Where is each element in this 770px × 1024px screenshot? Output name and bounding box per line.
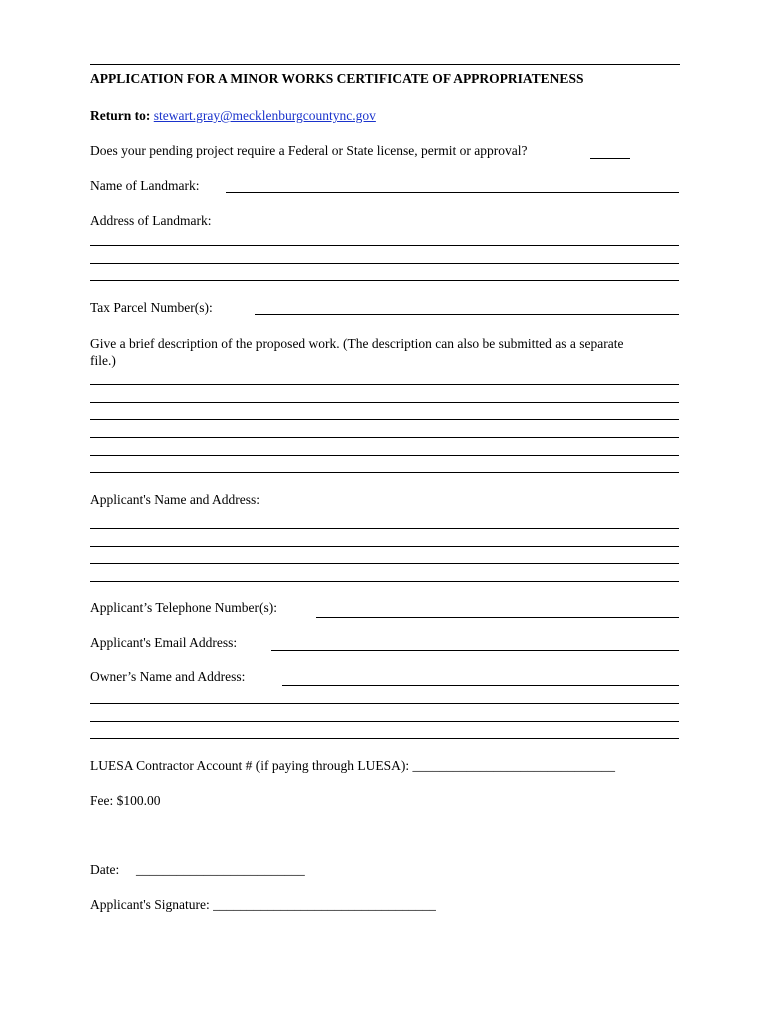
applicant-email-label: Applicant's Email Address: bbox=[90, 635, 238, 650]
applicant-address-line-4[interactable] bbox=[90, 581, 679, 582]
applicant-name-label: Applicant's Name and Address: bbox=[90, 492, 261, 507]
tax-parcel-label: Tax Parcel Number(s): bbox=[90, 300, 213, 315]
fee-label: Fee: $100.00 bbox=[90, 793, 161, 808]
applicant-phone-label: Applicant’s Telephone Number(s): bbox=[90, 600, 278, 615]
description-line-4[interactable] bbox=[90, 437, 679, 438]
owner-address-line-3[interactable] bbox=[90, 738, 679, 739]
applicant-address-line-1[interactable] bbox=[90, 528, 679, 529]
applicant-phone-field[interactable] bbox=[316, 617, 679, 618]
description-line-2[interactable] bbox=[90, 402, 679, 403]
landmark-address-label: Address of Landmark: bbox=[90, 213, 212, 228]
return-label: Return to: bbox=[90, 108, 151, 123]
top-rule bbox=[90, 64, 680, 65]
tax-parcel-field[interactable] bbox=[255, 314, 679, 315]
applicant-address-line-3[interactable] bbox=[90, 563, 679, 564]
owner-label: Owner’s Name and Address: bbox=[90, 669, 246, 684]
luesa-account-field[interactable]: LUESA Contractor Account # (if paying through LUESA): ______________________________ bbox=[90, 758, 615, 773]
landmark-address-line-3[interactable] bbox=[90, 280, 679, 281]
landmark-address-line-1[interactable] bbox=[90, 245, 679, 246]
landmark-name-label: Name of Landmark: bbox=[90, 178, 200, 193]
date-label: Date: bbox=[90, 862, 120, 877]
description-line-5[interactable] bbox=[90, 455, 679, 456]
form-title: APPLICATION FOR A MINOR WORKS CERTIFICATE OF APPROPRIATENESS bbox=[90, 71, 584, 86]
landmark-name-field[interactable] bbox=[226, 192, 679, 193]
return-to bbox=[90, 108, 376, 124]
owner-name-field[interactable] bbox=[282, 685, 679, 686]
owner-address-line-2[interactable] bbox=[90, 721, 679, 722]
signature-field[interactable]: Applicant's Signature: _________________________________ bbox=[90, 897, 436, 912]
description-line-6[interactable] bbox=[90, 472, 679, 473]
applicant-email-field[interactable] bbox=[271, 650, 679, 651]
description-label: Give a brief description of the proposed work. (The description can also be submitted as a separate file.) bbox=[90, 336, 624, 368]
date-field[interactable]: _________________________ bbox=[136, 862, 305, 877]
description-line-3[interactable] bbox=[90, 419, 679, 420]
federal-answer-field[interactable] bbox=[590, 158, 630, 159]
return-email-link[interactable]: stewart.gray@mecklenburgcountync.gov bbox=[153, 108, 376, 123]
federal-question: Does your pending project require a Federal or State license, permit or approval? bbox=[90, 143, 528, 158]
applicant-address-line-2[interactable] bbox=[90, 546, 679, 547]
description-line-1[interactable] bbox=[90, 384, 679, 385]
owner-address-line-1[interactable] bbox=[90, 703, 679, 704]
landmark-address-line-2[interactable] bbox=[90, 263, 679, 264]
